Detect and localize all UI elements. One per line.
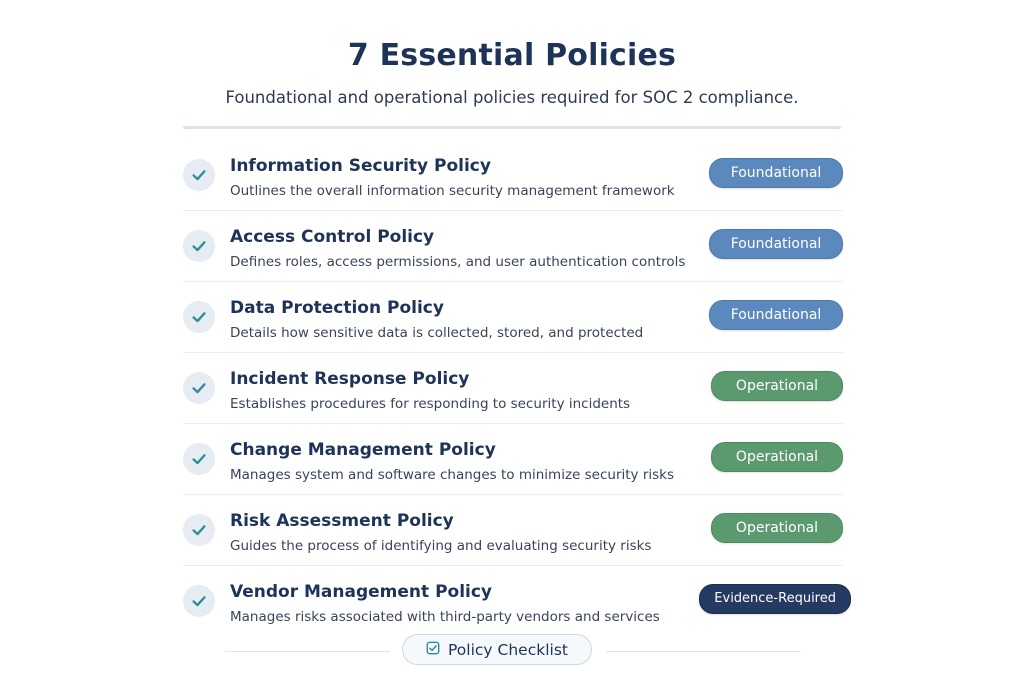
policy-description: Defines roles, access permissions, and user authentication controls [230, 254, 686, 270]
policy-description: Outlines the overall information security management framework [230, 183, 675, 199]
category-badge: Operational [711, 371, 843, 401]
policy-checklist-button[interactable] [402, 634, 592, 665]
policy-row-change-management[interactable] [183, 424, 843, 495]
check-icon [183, 159, 215, 191]
policy-title: Information Security Policy [230, 156, 491, 176]
policy-title: Access Control Policy [230, 227, 435, 247]
policy-title: Risk Assessment Policy [230, 511, 454, 531]
category-badge: Foundational [709, 158, 843, 188]
policy-row-data-protection[interactable] [183, 282, 843, 353]
checkbox-icon [426, 640, 440, 659]
page-title: 7 Essential Policies [347, 38, 677, 73]
policy-row-risk-assessment[interactable] [183, 495, 843, 566]
policy-checklist-label: Policy Checklist [448, 640, 568, 659]
category-badge: Operational [711, 442, 843, 472]
policy-row-incident-response[interactable] [183, 353, 843, 424]
check-icon [183, 372, 215, 404]
policy-description: Guides the process of identifying and evaluating security risks [230, 538, 652, 554]
check-icon [183, 514, 215, 546]
policy-row-access-control[interactable] [183, 211, 843, 282]
policy-description: Establishes procedures for responding to security incidents [230, 396, 631, 412]
policy-description: Details how sensitive data is collected, stored, and protected [230, 325, 644, 341]
category-badge: Foundational [709, 229, 843, 259]
policy-title: Vendor Management Policy [230, 582, 493, 602]
category-badge: Operational [711, 513, 843, 543]
page-subtitle: Foundational and operational policies required for SOC 2 compliance. [225, 88, 799, 107]
policy-row-information-security[interactable] [183, 140, 843, 211]
category-badge: Evidence-Required [699, 584, 851, 614]
policy-title: Data Protection Policy [230, 298, 444, 318]
policy-title: Incident Response Policy [230, 369, 470, 389]
check-icon [183, 301, 215, 333]
check-icon [183, 230, 215, 262]
footer-divider-right [606, 651, 801, 652]
policy-list [183, 140, 843, 636]
policy-description: Manages system and software changes to minimize security risks [230, 467, 675, 483]
category-badge: Foundational [709, 300, 843, 330]
footer-divider-left [225, 651, 390, 652]
policy-row-vendor-management[interactable] [183, 566, 843, 636]
check-icon [183, 585, 215, 617]
check-icon [183, 443, 215, 475]
policy-title: Change Management Policy [230, 440, 496, 460]
policy-description: Manages risks associated with third-party vendors and services [230, 609, 660, 625]
header-divider [183, 126, 841, 129]
